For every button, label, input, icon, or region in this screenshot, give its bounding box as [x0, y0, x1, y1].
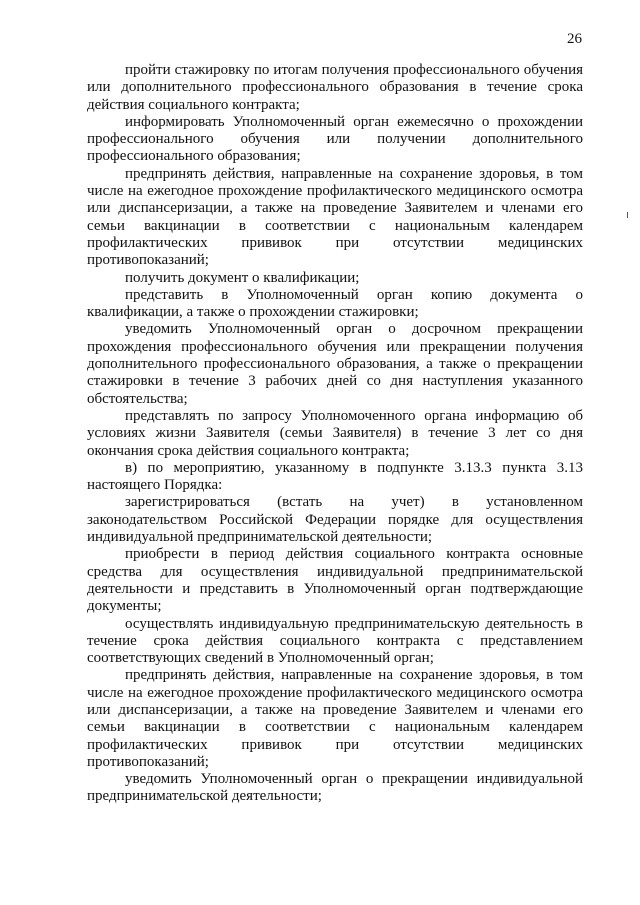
paragraph-inform-authority: информировать Уполномоченный орган ежемесячно о прохождении профессионального обучения или получении дополнительного профессионального образования; [87, 113, 583, 165]
paragraph-health-actions-2: предпринять действия, направленные на сохранение здоровья, в том числе на ежегодное прохождение профилактического медицинского осмотра или диспансеризации, а также на проведение Заявителем и членами его семьи вакцинации в соответствии с национальным календарем профилактических прививок при отсутствии медицинских противопоказаний; [87, 667, 583, 770]
page-number: 26 [567, 31, 582, 47]
paragraph-acquire-assets: приобрести в период действия социального контракта основные средства для осуществления индивидуальной предпринимательской деятельности и представить в Уполномоченный орган подтверждающие документы; [87, 546, 583, 615]
paragraph-submit-copy: представить в Уполномоченный орган копию документа о квалификации, а также о прохождении стажировки; [87, 286, 583, 321]
document-body [87, 62, 583, 806]
paragraph-living-conditions-info: представлять по запросу Уполномоченного органа информацию об условиях жизни Заявителя (семьи Заявителя) в течение 3 лет со дня окончания срока действия социального контракта; [87, 407, 583, 459]
paragraph-register-entrepreneur: зарегистрироваться (встать на учет) в установленном законодательством Российской Федерации порядке для осуществления индивидуальной предпринимательской деятельности; [87, 494, 583, 546]
paragraph-conduct-business: осуществлять индивидуальную предпринимательскую деятельность в течение срока действия социального контракта с представлением соответствующих сведений в Уполномоченный орган; [87, 615, 583, 667]
paragraph-qualification-document: получить документ о квалификации; [125, 269, 360, 286]
paragraph-notify-early-termination: уведомить Уполномоченный орган о досрочном прекращении прохождения профессионального обучения или прекращении получения дополнительного профессионального образования, а также о прекращении стажировки в течение 3 рабочих дней со дня наступления указанного обстоятельства; [87, 321, 583, 407]
paragraph-internship: пройти стажировку по итогам получения профессионального обучения или дополнительного профессионального образования в течение срока действия социального контракта; [87, 62, 583, 113]
margin-mark [627, 212, 628, 218]
paragraph-section-v: в) по мероприятию, указанному в подпункте 3.13.3 пункта 3.13 настоящего Порядка: [87, 459, 583, 494]
paragraph-notify-termination: уведомить Уполномоченный орган о прекращении индивидуальной предпринимательской деятельности; [87, 771, 583, 805]
paragraph-health-actions: предпринять действия, направленные на сохранение здоровья, в том числе на ежегодное прохождение профилактического медицинского осмотра или диспансеризации, а также на проведение Заявителем и членами его семьи вакцинации в соответствии с национальным календарем профилактических прививок при отсутствии медицинских противопоказаний; [87, 165, 583, 269]
